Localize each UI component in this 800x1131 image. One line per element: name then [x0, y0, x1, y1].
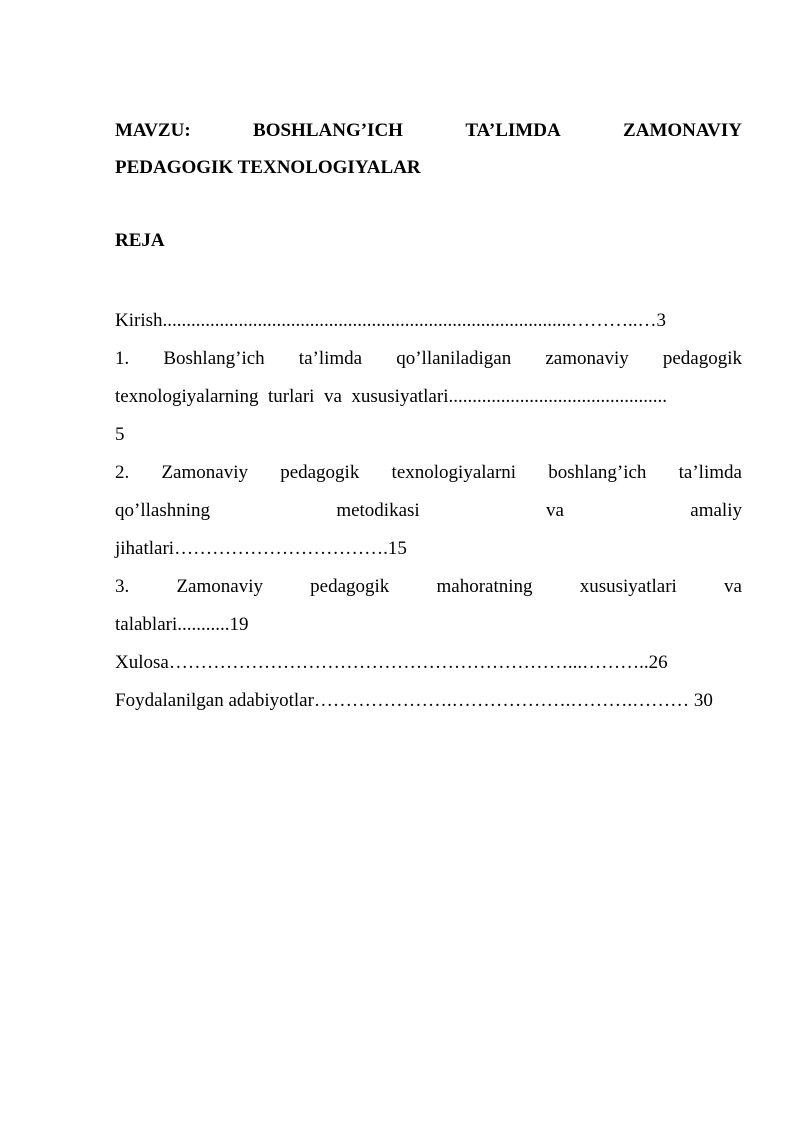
toc-item-3-line-2: talablari...........19 — [115, 614, 249, 635]
toc-word: Zamonaviy — [161, 462, 248, 483]
toc-word: texnologiyalarni — [391, 462, 517, 483]
title-line-2: PEDAGOGIK TEXNOLOGIYALAR — [115, 157, 421, 178]
toc-word: xususiyatlari — [579, 576, 677, 597]
title-word: MAVZU: — [115, 120, 191, 141]
toc-item-2-line-1 — [115, 454, 742, 492]
toc-word: pedagogik — [662, 348, 742, 369]
toc-word: Zamonaviy — [176, 576, 263, 597]
toc-word: ta’limda — [298, 348, 363, 369]
title-word: ZAMONAVIY — [623, 120, 742, 141]
document-content — [115, 112, 742, 711]
toc-word: Boshlang’ich — [163, 348, 265, 369]
toc-word: va — [546, 500, 564, 521]
toc-word: mahoratning — [436, 576, 533, 597]
toc-word: 3. — [115, 576, 130, 597]
toc-word: qo’llashning — [115, 500, 210, 521]
toc-word: qo’llaniladigan — [396, 348, 512, 369]
toc-word: pedagogik — [310, 576, 390, 597]
toc-item-1-line-2: texnologiyalarning turlari va xususiyatlari.............................................. — [115, 386, 667, 407]
toc-word: amaliy — [690, 500, 742, 521]
plan-heading: REJA — [115, 230, 165, 251]
title-word: TA’LIMDA — [465, 120, 561, 141]
toc-item-1-page: 5 — [115, 424, 125, 445]
toc-item-kirish: Kirish......................................................................................………..…3 — [115, 310, 666, 331]
toc-word: boshlang’ich — [548, 462, 647, 483]
toc-word: va — [724, 576, 742, 597]
toc-item-2-line-2 — [115, 492, 742, 530]
title-line-1 — [115, 112, 742, 149]
toc-item-1-line-1 — [115, 340, 742, 378]
toc-item-2-line-3: jihatlari…………………………….15 — [115, 538, 407, 559]
toc-item-xulosa: Xulosa………………………………………………………...………..26 — [115, 652, 668, 673]
toc-word: 1. — [115, 348, 130, 369]
table-of-contents — [115, 302, 742, 720]
toc-item-adabiyotlar: Foydalanilgan adabiyotlar………………….……………….……….……… 30 — [115, 690, 713, 711]
toc-word: pedagogik — [280, 462, 360, 483]
toc-item-3-line-1 — [115, 568, 742, 606]
title-word: BOSHLANG’ICH — [253, 120, 403, 141]
toc-word: ta’limda — [678, 462, 742, 483]
toc-word: 2. — [115, 462, 130, 483]
toc-word: zamonaviy — [545, 348, 629, 369]
toc-word: metodikasi — [336, 500, 420, 521]
document-title — [115, 112, 742, 186]
